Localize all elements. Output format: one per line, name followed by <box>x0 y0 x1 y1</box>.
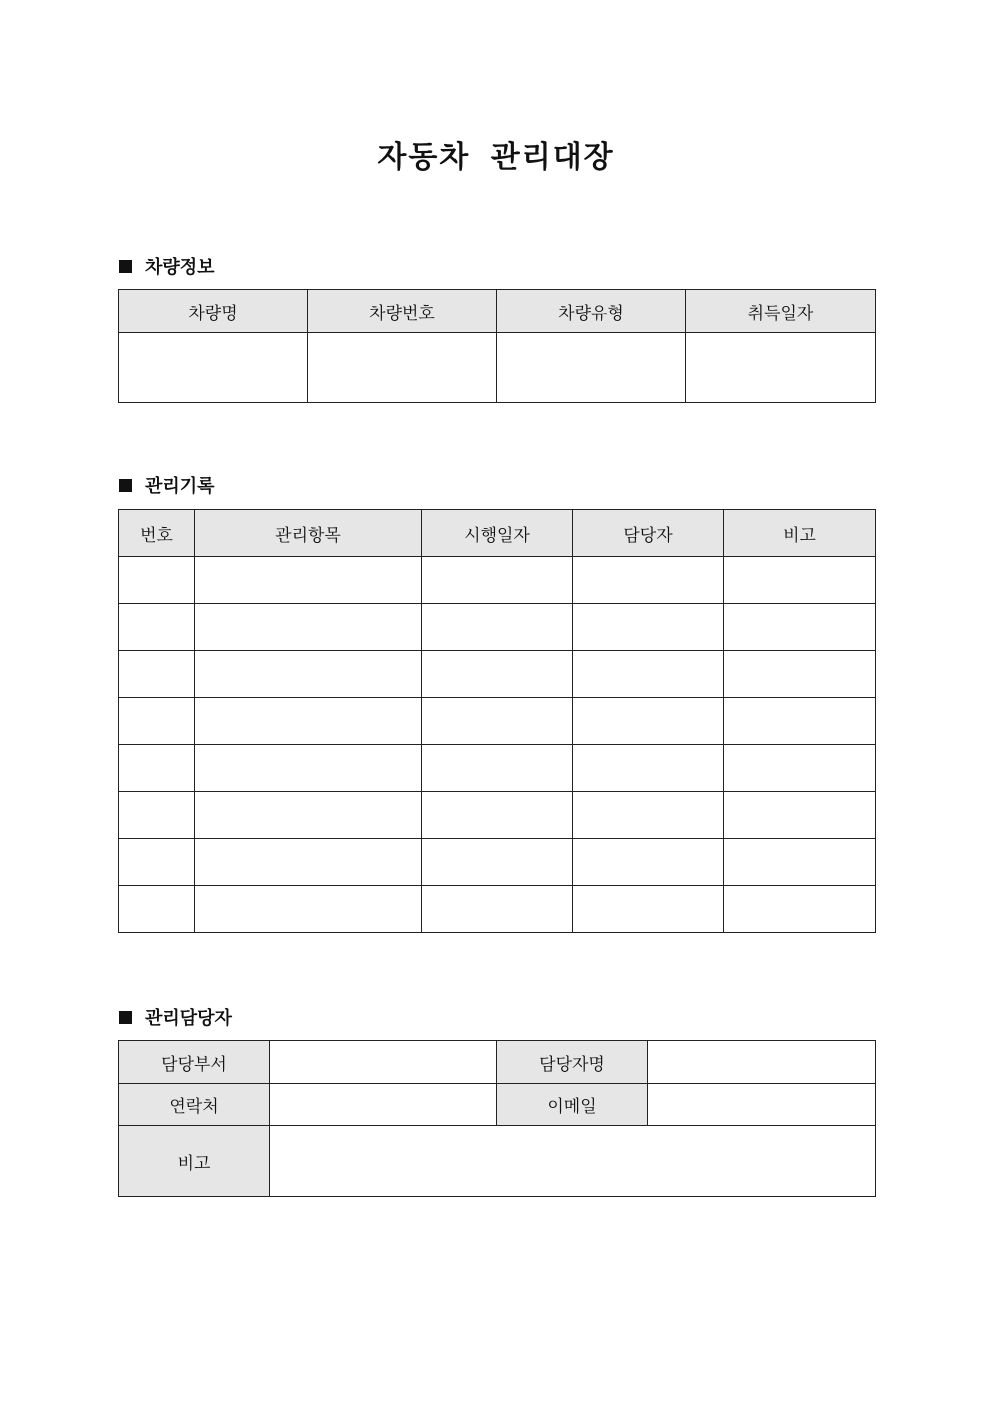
record-cell[interactable] <box>573 698 724 745</box>
vehicle-name-cell[interactable] <box>119 333 308 403</box>
record-cell[interactable] <box>195 557 422 604</box>
vehicle-number-cell[interactable] <box>308 333 497 403</box>
manager-name-cell[interactable] <box>648 1041 876 1084</box>
record-cell[interactable] <box>724 557 876 604</box>
table-row <box>119 792 876 839</box>
record-cell[interactable] <box>422 557 573 604</box>
manager-heading-label: 관리담당자 <box>145 1008 232 1029</box>
record-cell[interactable] <box>195 604 422 651</box>
record-cell[interactable] <box>573 839 724 886</box>
record-cell[interactable] <box>724 698 876 745</box>
manager-remarks-cell[interactable] <box>270 1126 876 1197</box>
vehicle-info-table <box>118 289 876 403</box>
record-cell[interactable] <box>724 651 876 698</box>
record-cell[interactable] <box>724 745 876 792</box>
record-cell[interactable] <box>573 604 724 651</box>
record-cell[interactable] <box>422 839 573 886</box>
vehicle-info-heading-label: 차량정보 <box>145 257 215 278</box>
department-label: 담당부서 <box>119 1041 270 1084</box>
square-bullet-icon <box>119 479 132 492</box>
record-cell[interactable] <box>422 604 573 651</box>
record-cell[interactable] <box>119 557 195 604</box>
record-cell[interactable] <box>724 839 876 886</box>
management-record-heading-label: 관리기록 <box>145 476 215 497</box>
table-row <box>119 839 876 886</box>
record-cell[interactable] <box>573 886 724 933</box>
record-cell[interactable] <box>119 651 195 698</box>
record-cell[interactable] <box>195 886 422 933</box>
remarks-header: 비고 <box>724 510 876 557</box>
acquisition-date-header: 취득일자 <box>686 290 876 333</box>
table-row <box>119 886 876 933</box>
record-cell[interactable] <box>195 698 422 745</box>
vehicle-name-header: 차량명 <box>119 290 308 333</box>
record-cell[interactable] <box>422 792 573 839</box>
email-cell[interactable] <box>648 1084 876 1126</box>
record-cell[interactable] <box>195 839 422 886</box>
manager-heading <box>119 1004 232 1030</box>
square-bullet-icon <box>119 260 132 273</box>
record-cell[interactable] <box>119 792 195 839</box>
vehicle-type-cell[interactable] <box>497 333 686 403</box>
square-bullet-icon <box>119 1011 132 1024</box>
department-cell[interactable] <box>270 1041 497 1084</box>
record-cell[interactable] <box>119 745 195 792</box>
record-cell[interactable] <box>119 604 195 651</box>
vehicle-type-header: 차량유형 <box>497 290 686 333</box>
table-row <box>119 745 876 792</box>
record-cell[interactable] <box>573 792 724 839</box>
manager-name-label: 담당자명 <box>497 1041 648 1084</box>
management-item-header: 관리항목 <box>195 510 422 557</box>
management-record-table <box>118 509 876 933</box>
acquisition-date-cell[interactable] <box>686 333 876 403</box>
record-cell[interactable] <box>724 792 876 839</box>
execution-date-header: 시행일자 <box>422 510 573 557</box>
record-cell[interactable] <box>724 604 876 651</box>
table-row <box>119 651 876 698</box>
table-row <box>119 604 876 651</box>
person-in-charge-header: 담당자 <box>573 510 724 557</box>
record-cell[interactable] <box>195 745 422 792</box>
management-record-heading <box>119 472 215 498</box>
number-header: 번호 <box>119 510 195 557</box>
table-row <box>119 698 876 745</box>
record-cell[interactable] <box>119 839 195 886</box>
record-cell[interactable] <box>119 886 195 933</box>
vehicle-number-header: 차량번호 <box>308 290 497 333</box>
record-cell[interactable] <box>573 651 724 698</box>
record-cell[interactable] <box>195 792 422 839</box>
record-cell[interactable] <box>724 886 876 933</box>
vehicle-info-heading <box>119 253 215 279</box>
manager-remarks-label: 비고 <box>119 1126 270 1197</box>
record-cell[interactable] <box>422 698 573 745</box>
page-title: 자동차 관리대장 <box>377 140 615 175</box>
manager-table <box>118 1040 876 1197</box>
record-cell[interactable] <box>573 557 724 604</box>
contact-cell[interactable] <box>270 1084 497 1126</box>
record-cell[interactable] <box>422 745 573 792</box>
record-cell[interactable] <box>195 651 422 698</box>
email-label: 이메일 <box>497 1084 648 1126</box>
record-cell[interactable] <box>573 745 724 792</box>
contact-label: 연락처 <box>119 1084 270 1126</box>
record-cell[interactable] <box>422 651 573 698</box>
record-cell[interactable] <box>119 698 195 745</box>
table-row <box>119 557 876 604</box>
record-cell[interactable] <box>422 886 573 933</box>
